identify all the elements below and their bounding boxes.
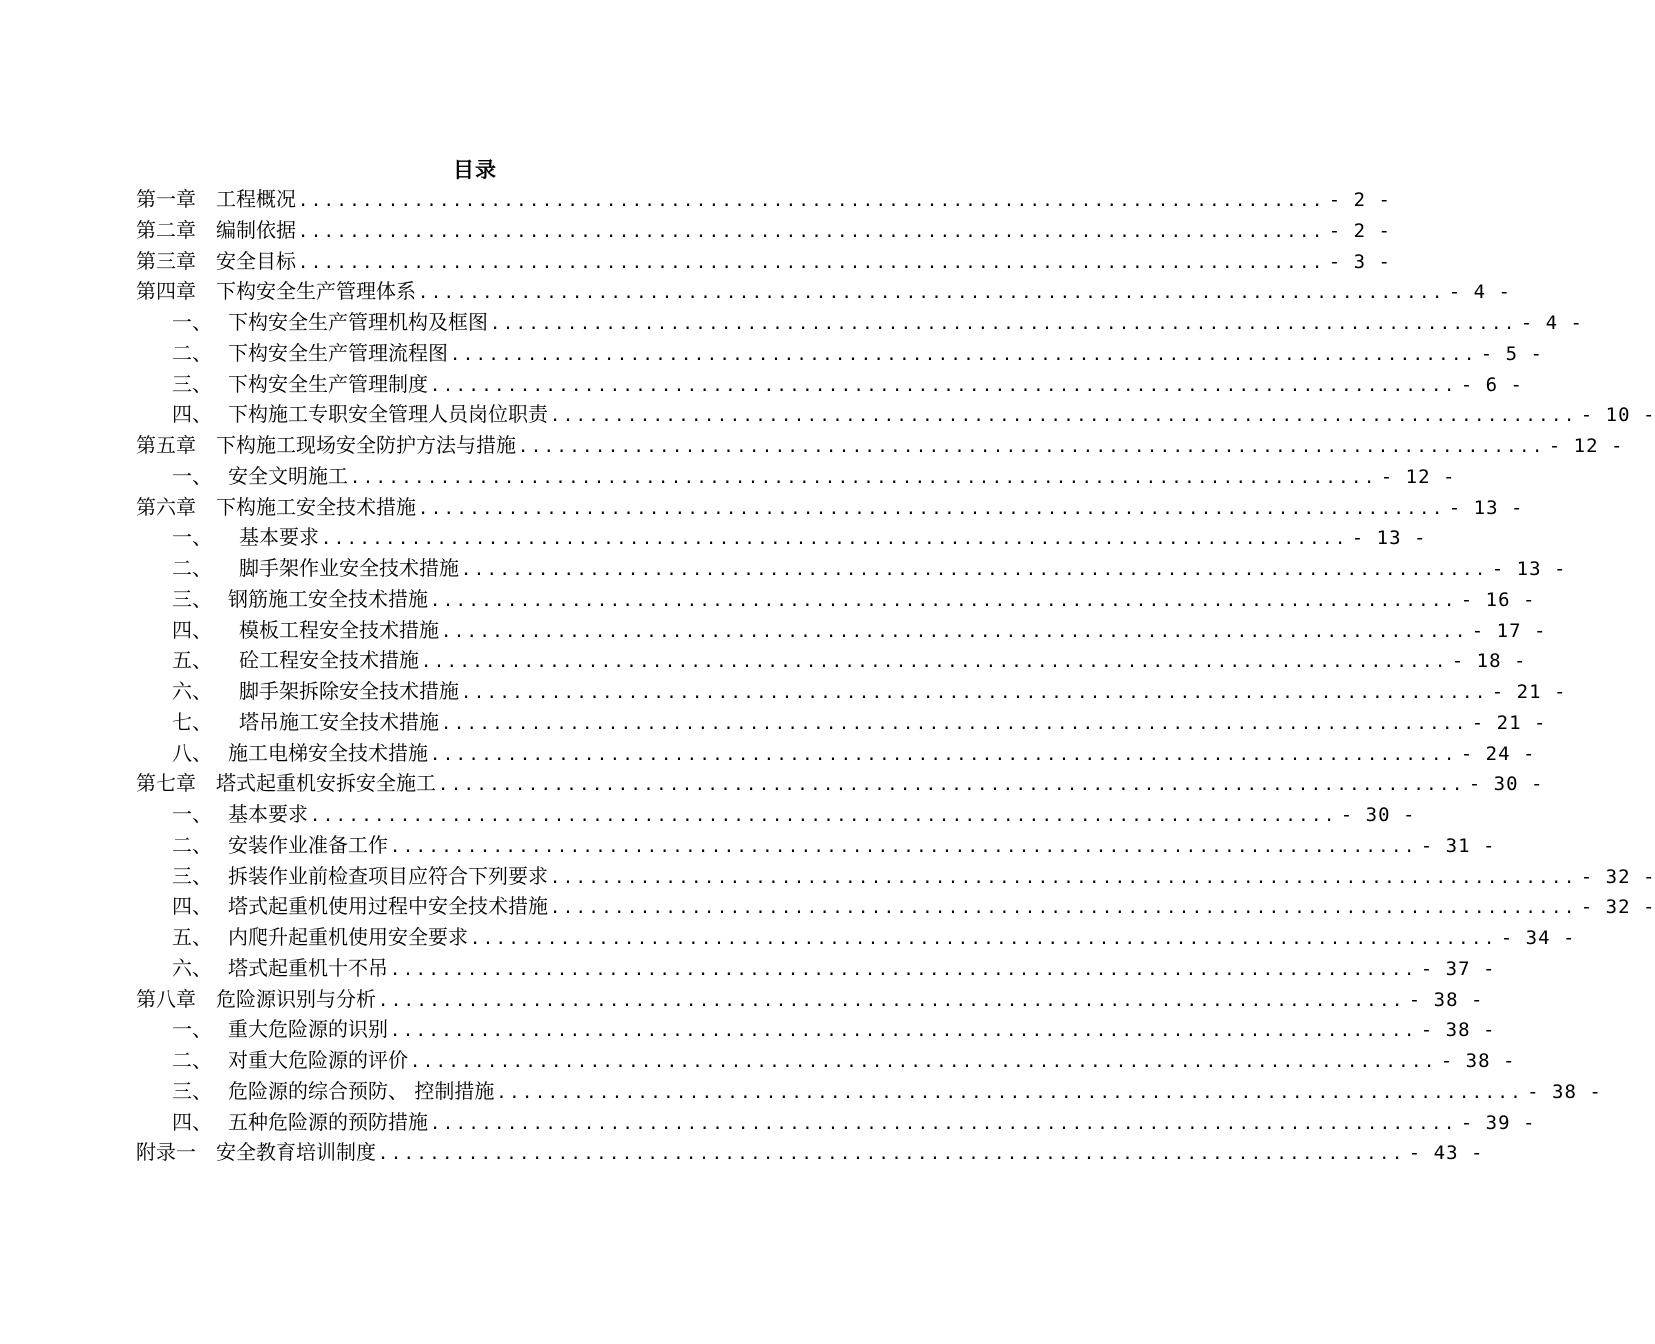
toc-dot-leader: ................................................................................ (430, 590, 1457, 611)
toc-entry[interactable] (172, 553, 1567, 583)
toc-dot-leader: ................................................................................ (441, 713, 1468, 734)
toc-entry[interactable] (136, 215, 1391, 245)
toc-entry-label: 模板工程安全技术措施 (239, 617, 439, 642)
toc-entry-label: 安全文明施工 (228, 463, 348, 488)
toc-entry-number: 第五章 (136, 433, 196, 457)
toc-entry[interactable] (172, 676, 1567, 706)
toc-dot-leader: ................................................................................ (410, 1052, 1437, 1072)
toc-entry-number: 五、 (172, 648, 212, 673)
toc-entry-number: 一、 (172, 463, 212, 488)
toc-entry-page-number: - 4 - (1448, 281, 1511, 304)
toc-entry-label: 对重大危险源的评价 (228, 1048, 408, 1072)
toc-dot-leader: ................................................................................ (378, 990, 1405, 1011)
toc-entry-label: 基本要求 (228, 802, 308, 826)
toc-entry[interactable] (172, 830, 1496, 860)
toc-entry-number: 第三章 (136, 248, 196, 273)
toc-dot-leader: ................................................................................ (378, 1144, 1405, 1165)
toc-entry-page-number: - 32 - (1580, 865, 1655, 888)
toc-entry[interactable] (136, 430, 1624, 460)
toc-entry[interactable] (172, 861, 1655, 891)
toc-entry[interactable] (172, 338, 1543, 368)
toc-entry[interactable] (172, 891, 1655, 921)
toc-dot-leader: ................................................................................ (450, 344, 1477, 365)
toc-entry-page-number: - 13 - (1491, 558, 1567, 580)
toc-entry-label: 下构安全生产管理体系 (216, 279, 416, 304)
toc-entry-label: 下构施工现场安全防护方法与措施 (216, 433, 516, 457)
toc-entry[interactable] (136, 768, 1544, 798)
toc-entry-label: 安装作业准备工作 (228, 832, 388, 857)
toc-dot-leader: ................................................................................ (496, 1082, 1524, 1103)
toc-entry-number: 第一章 (136, 187, 196, 211)
toc-dot-leader: ................................................................................ (490, 314, 1517, 334)
toc-entry-number: 一、 (172, 525, 212, 550)
toc-entry-page-number: - 32 - (1580, 896, 1655, 919)
toc-entry[interactable] (172, 1045, 1516, 1075)
toc-entry[interactable] (172, 369, 1523, 399)
toc-entry-label: 下构施工专职安全管理人员岗位职责 (228, 402, 548, 427)
toc-entry-label: 钢筋施工安全技术措施 (228, 586, 428, 611)
toc-entry-label: 脚手架作业安全技术措施 (239, 556, 459, 580)
toc-dot-leader: ................................................................................ (430, 1113, 1457, 1134)
toc-entry-page-number: - 38 - (1440, 1050, 1516, 1072)
toc-entry-number: 七、 (172, 709, 212, 734)
toc-entry-label: 安全教育培训制度 (216, 1140, 376, 1165)
toc-entry-page-number: - 3 - (1328, 250, 1391, 273)
toc-entry-label: 塔式起重机十不吊 (228, 955, 388, 980)
toc-dot-leader: ................................................................................ (390, 959, 1417, 980)
toc-entry[interactable] (172, 953, 1496, 983)
toc-entry-number: 三、 (172, 371, 212, 396)
toc-dot-leader: ................................................................................ (470, 929, 1497, 949)
toc-entry-number: 二、 (172, 832, 212, 857)
toc-dot-leader: ................................................................................ (461, 560, 1488, 580)
toc-entry-number: 第二章 (136, 217, 196, 242)
toc-entry-page-number: - 21 - (1471, 711, 1547, 734)
toc-entry-page-number: - 12 - (1548, 435, 1624, 457)
toc-dot-leader: ................................................................................ (418, 283, 1445, 304)
toc-entry-number: 二、 (172, 1048, 212, 1072)
toc-dot-leader: ................................................................................ (350, 467, 1377, 488)
toc-title: 目录 (453, 158, 497, 182)
toc-dot-leader: ................................................................................ (390, 1021, 1417, 1042)
toc-entry-page-number: - 16 - (1460, 588, 1536, 611)
toc-entry-page-number: - 2 - (1328, 189, 1391, 211)
toc-entry-number: 八、 (172, 740, 212, 765)
toc-entry-page-number: - 6 - (1460, 373, 1523, 396)
toc-entry-label: 重大危险源的识别 (228, 1017, 388, 1042)
toc-entry-label: 安全目标 (216, 248, 296, 273)
toc-entry-page-number: - 38 - (1420, 1019, 1496, 1042)
toc-entry-label: 塔式起重机安拆安全施工 (216, 771, 436, 796)
toc-entry-label: 下构安全生产管理制度 (228, 371, 428, 396)
toc-dot-leader: ................................................................................ (298, 252, 1325, 273)
toc-entry[interactable] (136, 984, 1484, 1014)
toc-entry-page-number: - 38 - (1408, 988, 1484, 1011)
toc-entry-number: 第七章 (136, 771, 196, 796)
toc-entry[interactable] (172, 522, 1427, 552)
toc-entry-page-number: - 34 - (1500, 927, 1576, 949)
toc-entry-page-number: - 43 - (1408, 1142, 1484, 1165)
toc-entry-page-number: - 5 - (1480, 342, 1543, 365)
toc-entry-page-number: - 30 - (1468, 773, 1544, 796)
toc-entry-page-number: - 37 - (1420, 957, 1496, 980)
toc-entry[interactable] (172, 738, 1536, 768)
toc-dot-leader: ................................................................................ (430, 375, 1457, 396)
toc-entry-label: 基本要求 (239, 525, 319, 550)
toc-entry-page-number: - 13 - (1351, 527, 1427, 550)
toc-entry-label: 危险源的综合预防、 控制措施 (228, 1078, 495, 1103)
toc-dot-leader: ................................................................................ (550, 406, 1577, 427)
toc-dot-leader: ................................................................................ (518, 437, 1545, 457)
toc-entry-label: 五种危险源的预防措施 (228, 1109, 428, 1134)
toc-entry[interactable] (136, 246, 1391, 276)
toc-entry-label: 塔式起重机使用过程中安全技术措施 (228, 894, 548, 919)
toc-entry-label: 内爬升起重机使用安全要求 (228, 925, 468, 949)
toc-entry-label: 拆装作业前检查项目应符合下列要求 (228, 863, 548, 888)
toc-entry-number: 三、 (172, 863, 212, 888)
toc-entry-number: 二、 (172, 340, 212, 365)
toc-entry-page-number: - 13 - (1448, 496, 1524, 519)
toc-entry[interactable] (172, 399, 1655, 429)
toc-entry-page-number: - 4 - (1520, 312, 1583, 334)
toc-dot-leader: ................................................................................ (461, 683, 1488, 703)
toc-entry-page-number: - 10 - (1580, 404, 1655, 427)
toc-entry-number: 二、 (172, 556, 212, 580)
toc-dot-leader: ................................................................................ (430, 744, 1457, 765)
toc-entry-page-number: - 18 - (1451, 650, 1527, 673)
toc-entry-label: 编制依据 (216, 217, 296, 242)
toc-entry-number: 四、 (172, 894, 212, 919)
toc-dot-leader: ................................................................................ (298, 191, 1325, 211)
toc-entry[interactable] (172, 1107, 1536, 1137)
toc-entry-page-number: - 39 - (1460, 1111, 1536, 1134)
toc-entry-page-number: - 2 - (1328, 219, 1391, 242)
toc-entry-number: 一、 (172, 310, 212, 334)
toc-entry-number: 三、 (172, 586, 212, 611)
toc-dot-leader: ................................................................................ (418, 498, 1445, 519)
toc-entry[interactable] (172, 584, 1536, 614)
toc-entry-label: 危险源识别与分析 (216, 986, 376, 1011)
toc-entry-label: 下构施工安全技术措施 (216, 494, 416, 519)
toc-dot-leader: ................................................................................ (438, 775, 1465, 796)
toc-entry-number: 三、 (172, 1078, 212, 1103)
toc-entry-number: 四、 (172, 1109, 212, 1134)
toc-entry-page-number: - 17 - (1471, 619, 1547, 642)
toc-entry-label: 施工电梯安全技术措施 (228, 740, 428, 765)
toc-entry[interactable] (172, 307, 1583, 337)
toc-entry-page-number: - 12 - (1380, 465, 1456, 488)
toc-entry-page-number: - 21 - (1491, 681, 1567, 703)
toc-entry-number: 六、 (172, 955, 212, 980)
toc-entry-number: 一、 (172, 1017, 212, 1042)
toc-entry-page-number: - 24 - (1460, 742, 1536, 765)
toc-entry[interactable] (136, 184, 1391, 214)
toc-entry-page-number: - 31 - (1420, 834, 1496, 857)
toc-entry[interactable] (172, 1076, 1602, 1106)
toc-entry-number: 五、 (172, 925, 212, 949)
toc-entry[interactable] (172, 615, 1547, 645)
toc-entry[interactable] (136, 276, 1511, 306)
toc-entry-label: 下构安全生产管理流程图 (228, 340, 448, 365)
toc-entry-number: 第四章 (136, 279, 196, 304)
toc-dot-leader: ................................................................................ (321, 529, 1348, 550)
toc-entry-label: 砼工程安全技术措施 (239, 648, 419, 673)
toc-entry-label: 工程概况 (216, 187, 296, 211)
toc-entry-number: 四、 (172, 617, 212, 642)
toc-entry-page-number: - 38 - (1527, 1080, 1602, 1103)
toc-entry[interactable] (172, 1014, 1496, 1044)
toc-dot-leader: ................................................................................ (550, 898, 1577, 919)
toc-entry-page-number: - 30 - (1340, 804, 1416, 826)
toc-entry-label: 塔吊施工安全技术措施 (239, 709, 439, 734)
toc-entry-number: 一、 (172, 802, 212, 826)
toc-entry[interactable] (136, 1137, 1484, 1167)
toc-entry-label: 脚手架拆除安全技术措施 (239, 679, 459, 703)
toc-dot-leader: ................................................................................ (441, 621, 1468, 642)
toc-dot-leader: ................................................................................ (550, 867, 1577, 888)
toc-entry[interactable] (172, 461, 1456, 491)
toc-entry-number: 第八章 (136, 986, 196, 1011)
toc-entry-number: 四、 (172, 402, 212, 427)
toc-entry-number: 附录一 (136, 1140, 196, 1165)
toc-entry[interactable] (172, 799, 1416, 829)
toc-entry[interactable] (172, 645, 1527, 675)
toc-entry-label: 下构安全生产管理机构及框图 (228, 310, 488, 334)
toc-entry[interactable] (172, 707, 1547, 737)
toc-entry[interactable] (172, 922, 1576, 952)
toc-entry[interactable] (136, 492, 1524, 522)
toc-entry-number: 六、 (172, 679, 212, 703)
toc-dot-leader: ................................................................................ (298, 221, 1325, 242)
toc-dot-leader: ................................................................................ (310, 806, 1337, 826)
toc-dot-leader: ................................................................................ (421, 652, 1448, 673)
toc-entry-number: 第六章 (136, 494, 196, 519)
toc-dot-leader: ................................................................................ (390, 836, 1417, 857)
